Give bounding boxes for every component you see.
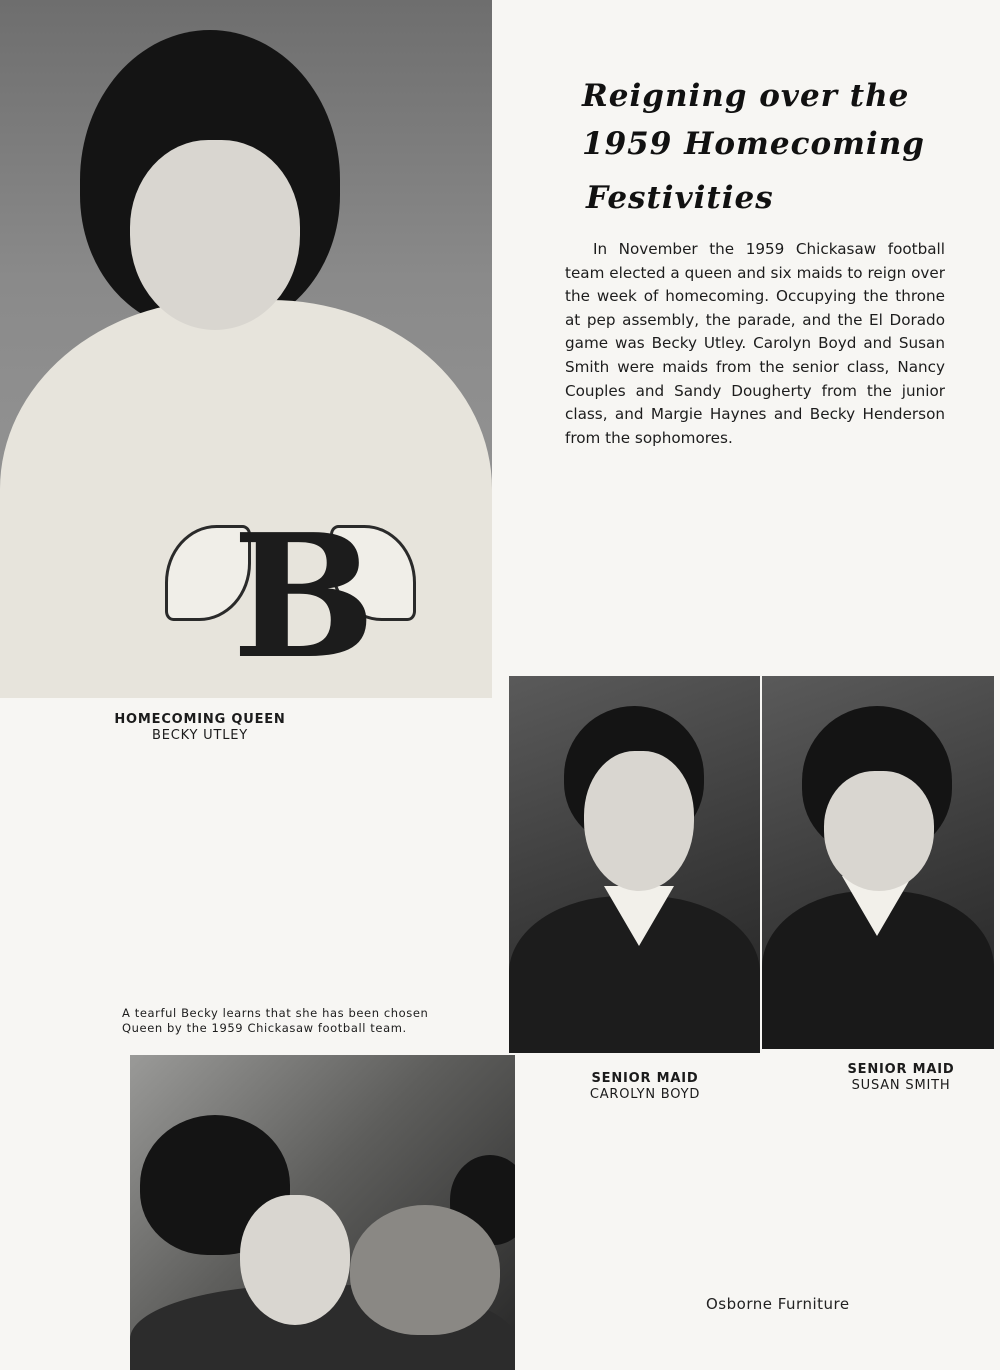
maid-caption-carolyn-boyd bbox=[560, 1071, 730, 1103]
queen-name: BECKY UTLEY bbox=[152, 728, 248, 743]
maid-portrait-carolyn-boyd bbox=[509, 676, 760, 1053]
headline-line-3: Festivities bbox=[586, 180, 774, 216]
maid-name: SUSAN SMITH bbox=[851, 1078, 951, 1093]
article-body: In November the 1959 Chickasaw football team elected a queen and six maids to reign over the week of homecoming. Occupying the throne at pep assembly, the parade, and the El Dorado game was Becky Utley. Carolyn Boyd and Susan Smith were maids from the senior class, Nancy Couples and Sandy Dougherty from the junior class, and Margie Haynes and Becky Henderson from the sophomores. bbox=[565, 240, 945, 447]
queen-portrait-photo bbox=[0, 0, 492, 698]
headline-line-2: 1959 Homecoming bbox=[582, 126, 925, 162]
sponsor-footer: Osborne Furniture bbox=[706, 1295, 850, 1313]
maid-role: SENIOR MAID bbox=[591, 1071, 699, 1086]
crowd-head bbox=[350, 1205, 500, 1335]
queen-caption bbox=[100, 712, 300, 744]
maid-face bbox=[584, 751, 694, 891]
becky-face bbox=[240, 1195, 350, 1325]
maid-face bbox=[824, 771, 934, 891]
queen-role: HOMECOMING QUEEN bbox=[114, 712, 286, 727]
maid-caption-susan-smith bbox=[816, 1062, 986, 1094]
sweater-letter: B bbox=[232, 497, 376, 697]
maid-name: CAROLYN BOYD bbox=[589, 1087, 701, 1102]
maid-role: SENIOR MAID bbox=[847, 1062, 955, 1077]
headline-line-1: Reigning over the bbox=[582, 78, 910, 114]
maid-portrait-susan-smith bbox=[762, 676, 994, 1049]
queen-face bbox=[130, 140, 300, 330]
candid-photo-caption: A tearful Becky learns that she has been chosen Queen by the 1959 Chickasaw football team. bbox=[122, 1006, 429, 1035]
candid-crowd-photo bbox=[130, 1055, 515, 1370]
